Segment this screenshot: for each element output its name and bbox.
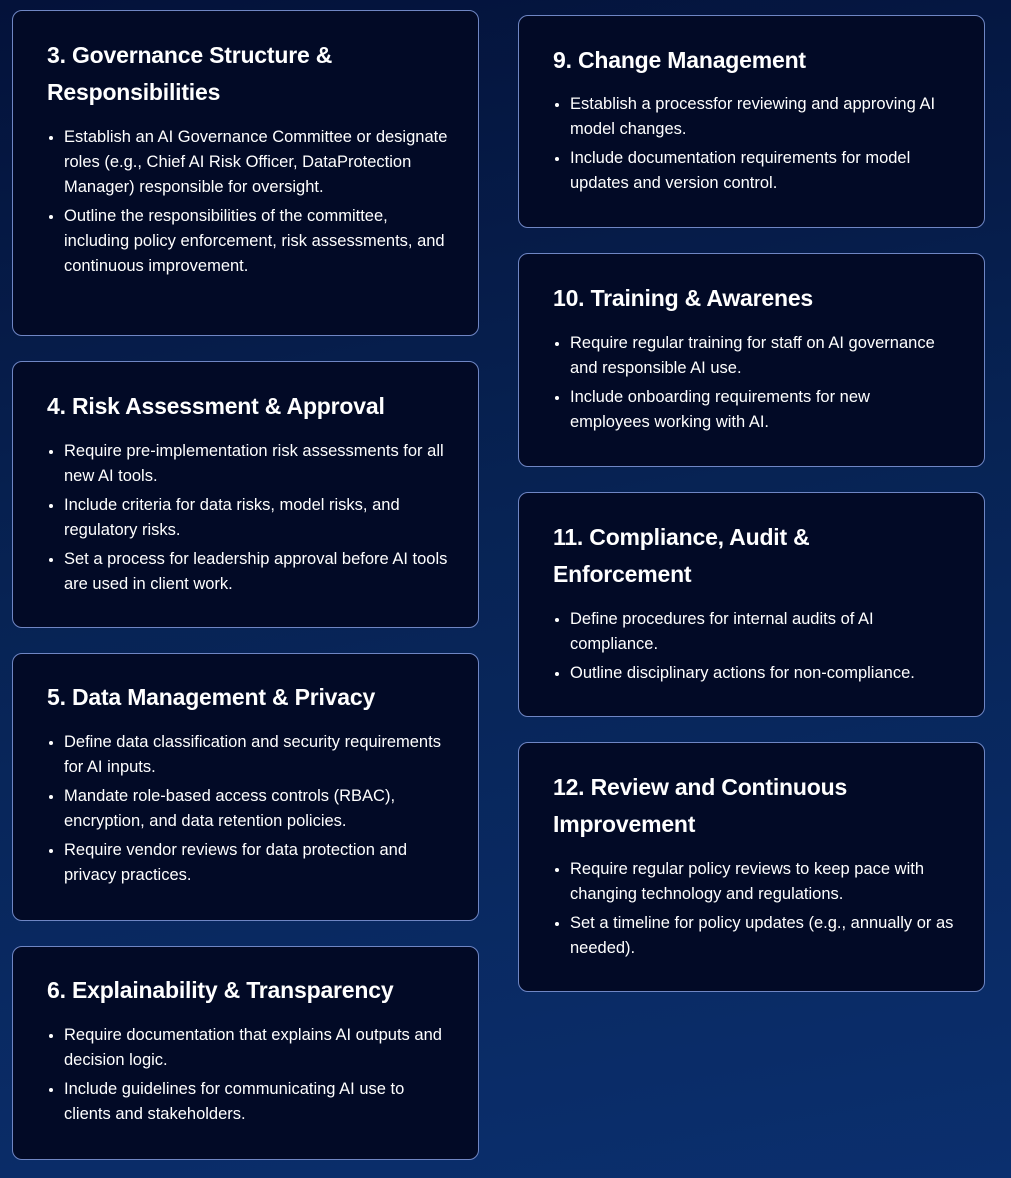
section-title: 9. Change Management <box>553 47 806 73</box>
list-item: • Mandate role-based access controls (RBAC), encryption, and data retention policies. <box>64 784 448 834</box>
list-item: • Establish an AI Governance Committee or designate roles (e.g., Chief AI Risk Officer, DataProtection Manager) responsible for oversight. <box>64 125 448 200</box>
bullet-list <box>553 92 954 196</box>
list-item: • Require regular training for staff on AI governance and responsible AI use. <box>570 331 954 381</box>
section-card-review-improvement <box>518 742 985 992</box>
section-title: 12. Review and Continuous Improvement <box>553 774 848 837</box>
list-item: • Require pre-implementation risk assessments for all new AI tools. <box>64 439 448 489</box>
bullet-list <box>47 439 448 597</box>
list-item: • Establish a processfor reviewing and approving AI model changes. <box>570 92 954 142</box>
section-card-governance-structure <box>12 10 479 336</box>
section-card-risk-assessment <box>12 361 479 628</box>
section-title: 5. Data Management & Privacy <box>47 684 376 710</box>
section-card-data-management <box>12 653 479 921</box>
bullet-list <box>553 331 954 435</box>
list-item: • Outline disciplinary actions for non-compliance. <box>570 661 954 686</box>
section-card-training-awareness <box>518 253 985 467</box>
bullet-list <box>553 857 954 961</box>
section-card-compliance-audit <box>518 492 985 717</box>
list-item: • Require regular policy reviews to keep pace with changing technology and regulations. <box>570 857 954 907</box>
section-title: 4. Risk Assessment & Approval <box>47 393 385 419</box>
list-item: • Define procedures for internal audits of AI compliance. <box>570 607 954 657</box>
section-title: 11. Compliance, Audit & Enforcement <box>553 524 810 587</box>
section-title: 3. Governance Structure & Responsibilities <box>47 42 333 105</box>
list-item: • Require vendor reviews for data protection and privacy practices. <box>64 838 448 888</box>
list-item: • Include onboarding requirements for new employees working with AI. <box>570 385 954 435</box>
bullet-list <box>47 1023 448 1127</box>
section-title: 6. Explainability & Transparency <box>47 977 394 1003</box>
bullet-list <box>47 125 448 279</box>
section-title: 10. Training & Awarenes <box>553 285 814 311</box>
list-item: • Set a timeline for policy updates (e.g., annually or as needed). <box>570 911 954 961</box>
section-card-change-management <box>518 15 985 228</box>
list-item: • Define data classification and security requirements for AI inputs. <box>64 730 448 780</box>
list-item: • Include guidelines for communicating AI use to clients and stakeholders. <box>64 1077 448 1127</box>
list-item: • Require documentation that explains AI outputs and decision logic. <box>64 1023 448 1073</box>
section-card-explainability <box>12 946 479 1160</box>
list-item: • Set a process for leadership approval before AI tools are used in client work. <box>64 547 448 597</box>
bullet-list <box>553 607 954 686</box>
list-item: • Outline the responsibilities of the committee, including policy enforcement, risk assessments, and continuous improvement. <box>64 204 448 279</box>
list-item: • Include criteria for data risks, model risks, and regulatory risks. <box>64 493 448 543</box>
list-item: • Include documentation requirements for model updates and version control. <box>570 146 954 196</box>
bullet-list <box>47 730 448 888</box>
